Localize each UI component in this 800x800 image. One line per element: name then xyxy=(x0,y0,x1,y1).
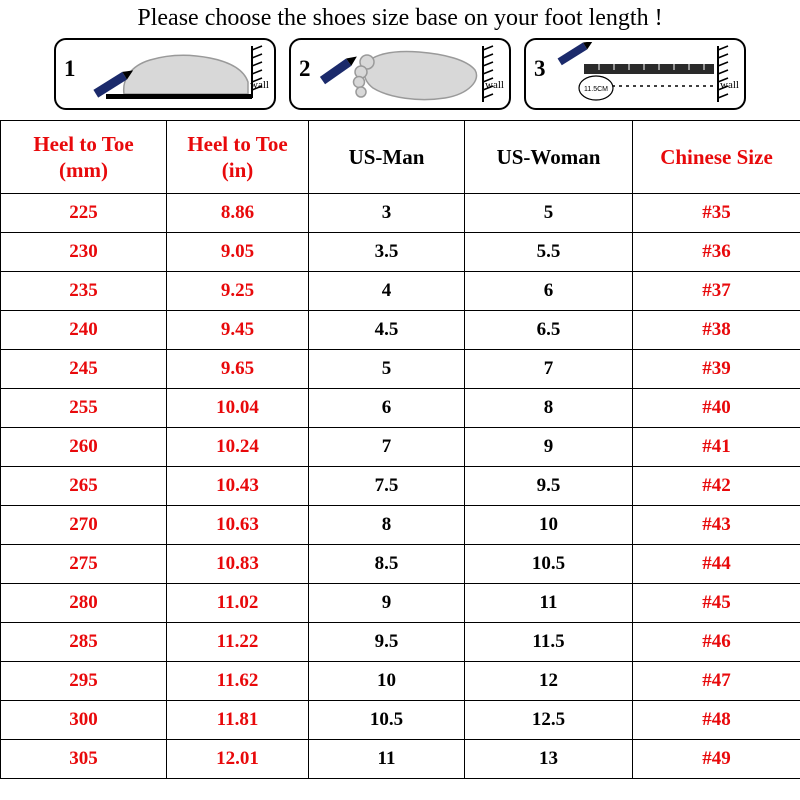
table-cell: 7 xyxy=(309,428,465,467)
table-cell: #41 xyxy=(633,428,800,467)
table-cell: 8.5 xyxy=(309,545,465,584)
table-row xyxy=(1,740,800,779)
table-row xyxy=(1,350,800,389)
table-row xyxy=(1,272,800,311)
table-cell: 10.04 xyxy=(167,389,309,428)
column-header-us-man: US-Man xyxy=(309,121,465,194)
table-cell: 9 xyxy=(465,428,633,467)
table-cell: 5.5 xyxy=(465,233,633,272)
table-cell: #45 xyxy=(633,584,800,623)
table-cell: 11 xyxy=(465,584,633,623)
column-header-line-1: Heel to Toe xyxy=(187,131,288,156)
table-cell: 10 xyxy=(309,662,465,701)
table-cell: #44 xyxy=(633,545,800,584)
table-row xyxy=(1,701,800,740)
column-header-us-woman: US-Woman xyxy=(465,121,633,194)
table-row xyxy=(1,545,800,584)
table-cell: #37 xyxy=(633,272,800,311)
step-2-number: 2 xyxy=(299,56,311,81)
ruler-measure-icon xyxy=(554,42,744,110)
step-1-number: 1 xyxy=(64,56,76,81)
table-header-row xyxy=(1,121,800,194)
table-cell: #46 xyxy=(633,623,800,662)
table-cell: 10.24 xyxy=(167,428,309,467)
table-cell: 10.43 xyxy=(167,467,309,506)
table-row xyxy=(1,662,800,701)
table-row xyxy=(1,467,800,506)
table-row xyxy=(1,233,800,272)
table-cell: #40 xyxy=(633,389,800,428)
table-cell: 235 xyxy=(1,272,167,311)
table-cell: 5 xyxy=(309,350,465,389)
table-cell: 10.63 xyxy=(167,506,309,545)
table-cell: 270 xyxy=(1,506,167,545)
table-cell: 12.01 xyxy=(167,740,309,779)
table-cell: 265 xyxy=(1,467,167,506)
table-cell: #49 xyxy=(633,740,800,779)
column-header-line-2: (in) xyxy=(221,158,254,182)
table-cell: 11.62 xyxy=(167,662,309,701)
table-cell: 9.5 xyxy=(309,623,465,662)
table-cell: #42 xyxy=(633,467,800,506)
table-body xyxy=(1,194,800,779)
table-cell: #48 xyxy=(633,701,800,740)
table-cell: 7 xyxy=(465,350,633,389)
table-cell: 285 xyxy=(1,623,167,662)
table-cell: 11.5 xyxy=(465,623,633,662)
table-cell: 12.5 xyxy=(465,701,633,740)
table-cell: 8.86 xyxy=(167,194,309,233)
table-cell: 4 xyxy=(309,272,465,311)
table-row xyxy=(1,623,800,662)
table-cell: 11.81 xyxy=(167,701,309,740)
table-cell: 245 xyxy=(1,350,167,389)
table-cell: 280 xyxy=(1,584,167,623)
table-row xyxy=(1,194,800,233)
step-1-wall-label: wall xyxy=(250,79,269,91)
foot-top-view-icon xyxy=(319,42,509,110)
table-cell: 3 xyxy=(309,194,465,233)
table-row xyxy=(1,311,800,350)
table-cell: 305 xyxy=(1,740,167,779)
table-cell: #43 xyxy=(633,506,800,545)
table-cell: 9.65 xyxy=(167,350,309,389)
step-2-wall-label: wall xyxy=(485,79,504,91)
table-cell: 13 xyxy=(465,740,633,779)
table-cell: 295 xyxy=(1,662,167,701)
table-cell: 10.83 xyxy=(167,545,309,584)
table-cell: 275 xyxy=(1,545,167,584)
column-header-heel-to-toe-in xyxy=(167,121,309,194)
table-cell: 3.5 xyxy=(309,233,465,272)
table-cell: 12 xyxy=(465,662,633,701)
table-row xyxy=(1,584,800,623)
measure-steps xyxy=(0,38,800,114)
table-cell: 9 xyxy=(309,584,465,623)
column-header-chinese-size: Chinese Size xyxy=(633,121,800,194)
step-2-card xyxy=(289,38,511,110)
table-cell: 10.5 xyxy=(465,545,633,584)
table-cell: 6 xyxy=(309,389,465,428)
table-cell: 11.02 xyxy=(167,584,309,623)
table-cell: 10 xyxy=(465,506,633,545)
table-cell: #36 xyxy=(633,233,800,272)
table-cell: 10.5 xyxy=(309,701,465,740)
foot-side-view-icon xyxy=(84,42,274,110)
table-header xyxy=(1,121,800,194)
table-cell: 230 xyxy=(1,233,167,272)
table-cell: 9.45 xyxy=(167,311,309,350)
table-cell: 7.5 xyxy=(309,467,465,506)
table-cell: #39 xyxy=(633,350,800,389)
step-1-card xyxy=(54,38,276,110)
table-cell: 8 xyxy=(309,506,465,545)
table-cell: #35 xyxy=(633,194,800,233)
table-cell: 300 xyxy=(1,701,167,740)
table-cell: 8 xyxy=(465,389,633,428)
table-cell: 9.5 xyxy=(465,467,633,506)
table-cell: 240 xyxy=(1,311,167,350)
table-row xyxy=(1,389,800,428)
table-cell: 6 xyxy=(465,272,633,311)
table-row xyxy=(1,428,800,467)
table-cell: #38 xyxy=(633,311,800,350)
table-cell: 11 xyxy=(309,740,465,779)
column-header-heel-to-toe-mm xyxy=(1,121,167,194)
table-cell: 9.25 xyxy=(167,272,309,311)
table-cell: #47 xyxy=(633,662,800,701)
table-cell: 11.22 xyxy=(167,623,309,662)
step-3-wall-label: wall xyxy=(720,79,739,91)
step-3-card xyxy=(524,38,746,110)
shoe-size-table xyxy=(0,120,800,779)
table-cell: 9.05 xyxy=(167,233,309,272)
table-cell: 5 xyxy=(465,194,633,233)
table-cell: 225 xyxy=(1,194,167,233)
table-cell: 260 xyxy=(1,428,167,467)
column-header-line-2: (mm) xyxy=(59,158,108,182)
table-cell: 255 xyxy=(1,389,167,428)
page-title: Please choose the shoes size base on your foot length ! xyxy=(137,5,663,31)
step-3-number: 3 xyxy=(534,56,546,81)
table-cell: 6.5 xyxy=(465,311,633,350)
table-cell: 4.5 xyxy=(309,311,465,350)
step-3-measure-label: 11.5CM xyxy=(584,86,608,93)
table-row xyxy=(1,506,800,545)
column-header-line-1: Heel to Toe xyxy=(33,131,134,156)
